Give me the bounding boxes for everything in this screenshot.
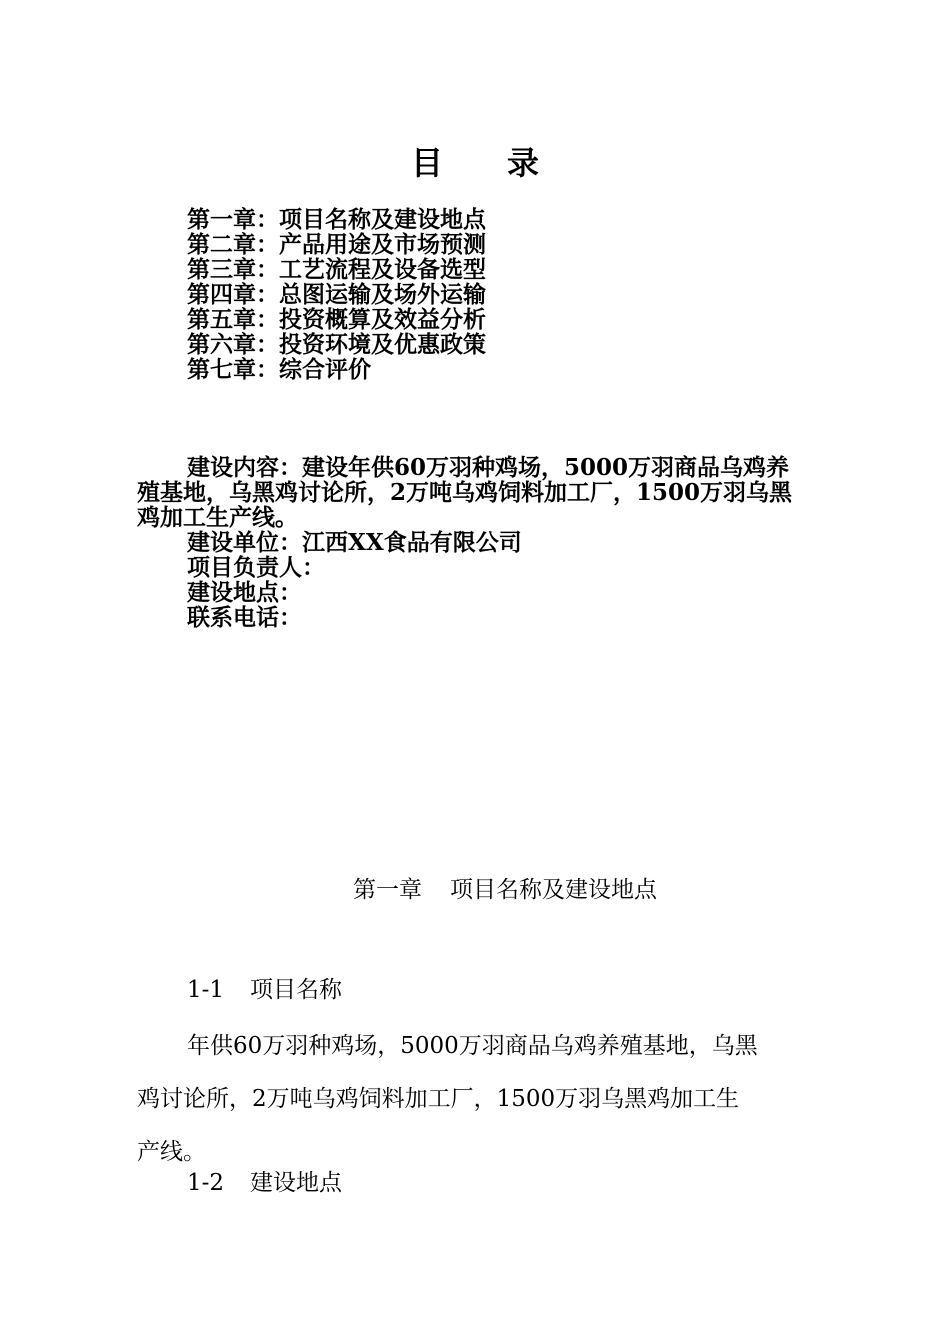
project-leader: 项目负责人： (187, 554, 325, 581)
project-name-line-2: 鸡讨论所，2万吨乌鸡饲料加工厂，1500万羽乌黑鸡加工生 (137, 1086, 740, 1112)
project-name-line-3: 产线。 (137, 1139, 206, 1165)
chapter-1-heading (353, 874, 657, 906)
toc-item-chapter-4[interactable]: 第四章：总图运输及场外运输 (187, 281, 486, 308)
toc-item-chapter-6[interactable]: 第六章：投资环境及优惠政策 (187, 331, 486, 358)
section-1-2-heading (187, 1167, 342, 1199)
project-info (137, 455, 817, 630)
section-1-1-number: 1-1 (187, 977, 225, 1003)
section-1-1-heading (187, 974, 342, 1006)
chapter-1-title: 项目名称及建设地点 (450, 877, 657, 903)
section-1-1-title: 项目名称 (250, 977, 343, 1003)
construction-unit: 建设单位：江西XX食品有限公司 (187, 529, 522, 556)
construction-location: 建设地点： (187, 579, 302, 606)
toc-list (187, 207, 827, 382)
toc-title-right: 录 (507, 144, 540, 182)
project-name-paragraph (137, 1020, 817, 1179)
construction-content-line-1: 建设内容：建设年供60万羽种鸡场，5000万羽商品乌鸡养 (187, 454, 790, 481)
toc-title-left: 目 (410, 144, 443, 182)
section-1-2-title: 建设地点 (250, 1170, 343, 1196)
toc-item-chapter-7[interactable]: 第七章：综合评价 (187, 356, 371, 383)
construction-content-line-2: 殖基地，乌黑鸡讨论所，2万吨乌鸡饲料加工厂，1500万羽乌黑 (137, 479, 793, 506)
construction-content-line-3: 鸡加工生产线。 (137, 504, 298, 531)
toc-item-chapter-3[interactable]: 第三章：工艺流程及设备选型 (187, 256, 486, 283)
toc-item-chapter-1[interactable]: 第一章：项目名称及建设地点 (187, 206, 486, 233)
toc-title (0, 142, 950, 184)
toc-item-chapter-2[interactable]: 第二章：产品用途及市场预测 (187, 231, 486, 258)
toc-item-chapter-5[interactable]: 第五章：投资概算及效益分析 (187, 306, 486, 333)
section-1-2-number: 1-2 (187, 1170, 225, 1196)
chapter-1-number: 第一章 (353, 877, 422, 903)
project-name-line-1: 年供60万羽种鸡场，5000万羽商品乌鸡养殖基地，乌黑 (187, 1033, 758, 1059)
contact-phone: 联系电话： (187, 604, 302, 631)
